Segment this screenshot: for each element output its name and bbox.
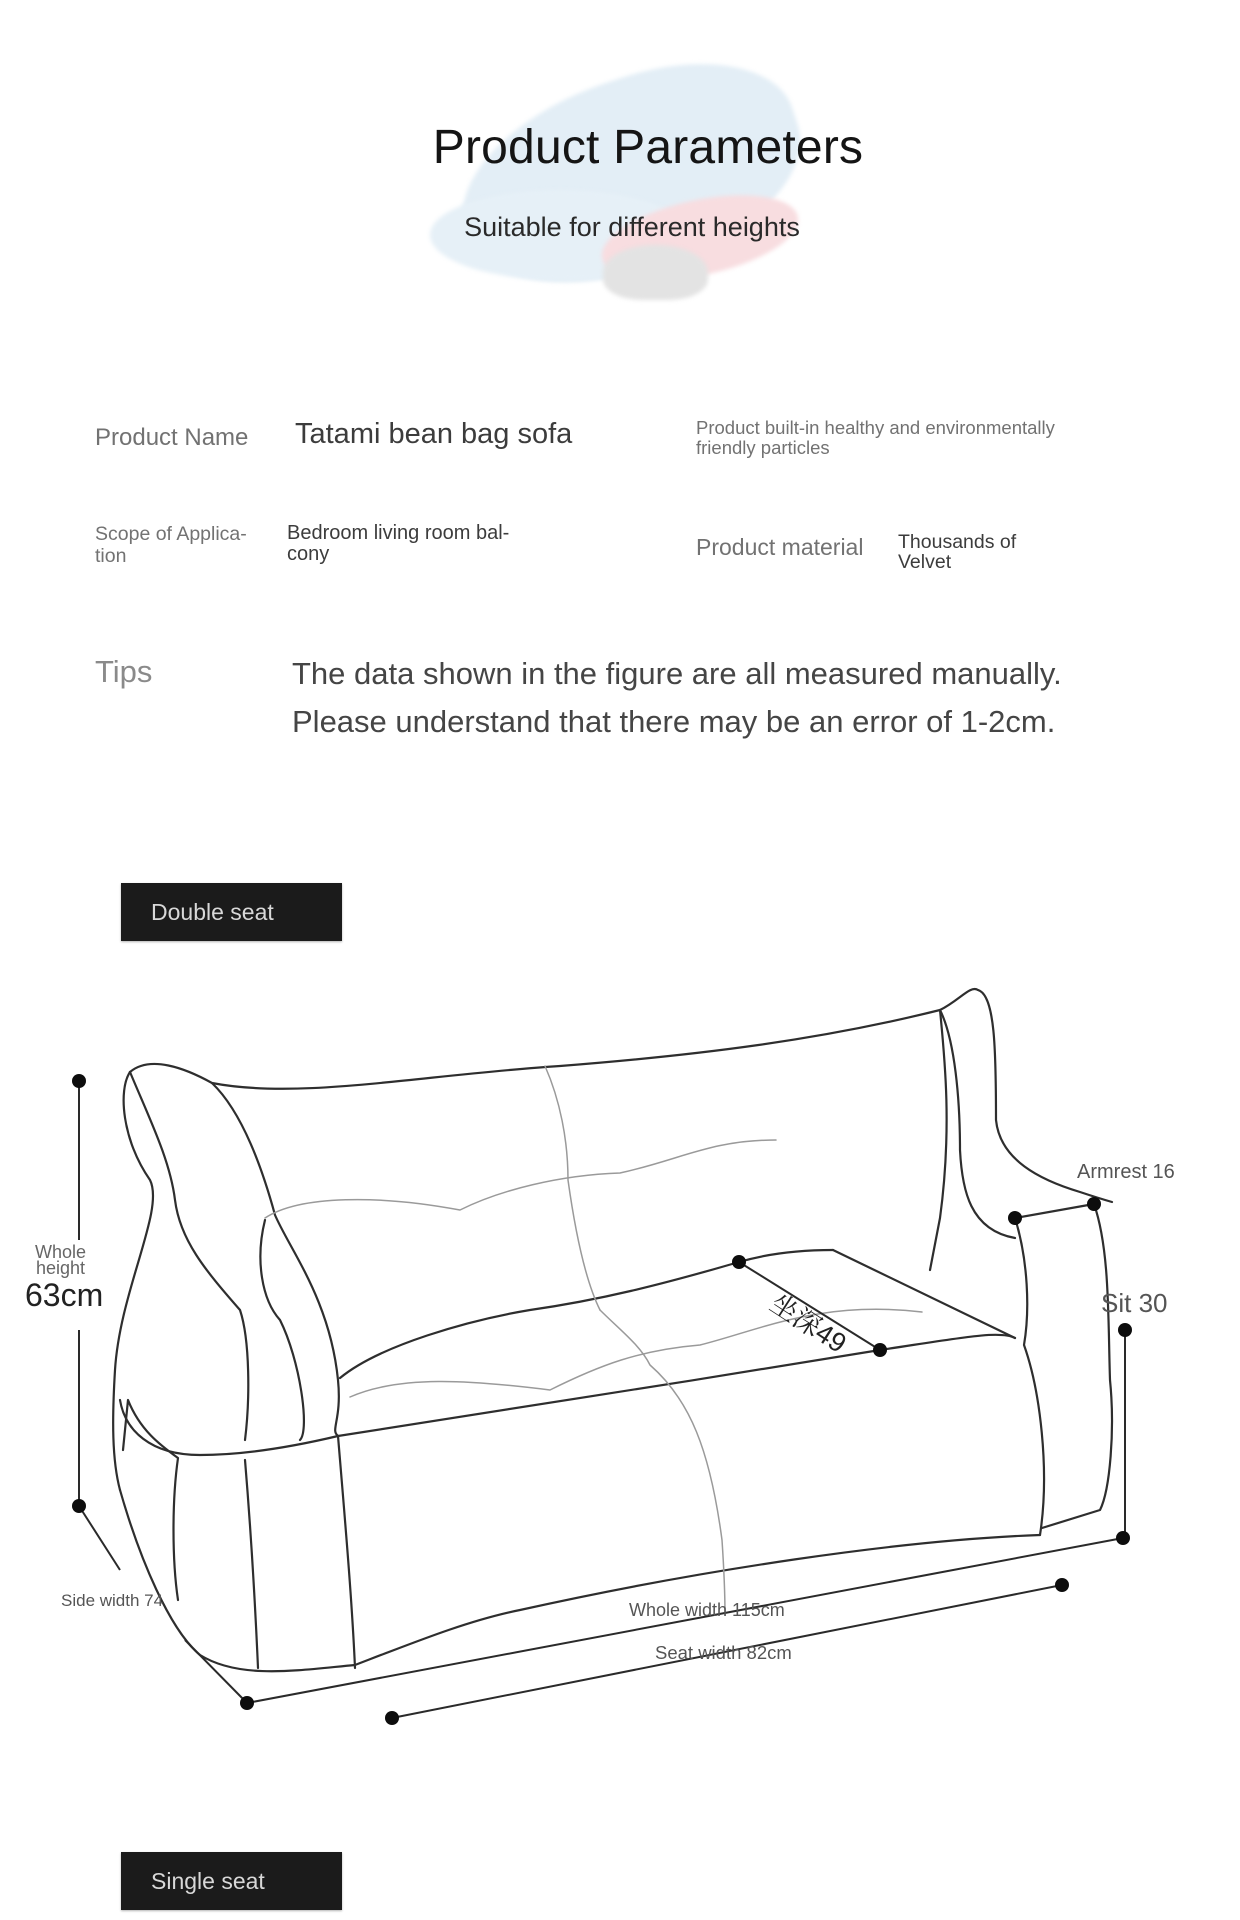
sofa-left-arm-inner-line bbox=[130, 1072, 248, 1440]
side-width-label: Side width 74 bbox=[61, 1591, 164, 1610]
sofa-left-arm-outer bbox=[113, 1072, 153, 1490]
product-name-label: Product Name bbox=[95, 424, 249, 451]
whole-height-dot-bottom bbox=[72, 1499, 86, 1513]
whole-height-dot-top bbox=[72, 1074, 86, 1088]
sofa-front-mid-line bbox=[338, 1436, 355, 1668]
sofa-right-back-inner bbox=[940, 1010, 1015, 1238]
whole-height-label-line2: height bbox=[35, 1258, 86, 1278]
sofa-side-pocket bbox=[123, 1400, 178, 1600]
seat-depth-label: 坐深49 bbox=[764, 1287, 852, 1359]
whole-height-value: 63cm bbox=[25, 1277, 104, 1313]
material-value-line1: Thousands of bbox=[898, 531, 1017, 553]
sofa-seat-vertical-seam bbox=[600, 1310, 725, 1615]
sofa-right-back-seam bbox=[930, 1010, 947, 1270]
whole-width-dot-right bbox=[1116, 1531, 1130, 1545]
page-title: Product Parameters bbox=[432, 121, 864, 174]
sofa-right-arm-front-right bbox=[1042, 1204, 1112, 1528]
particles-note: Product built-in healthy and environmentally friendly particles bbox=[696, 417, 1055, 458]
sofa-back-top-edge bbox=[130, 989, 978, 1089]
sofa-back-vertical-seam bbox=[545, 1066, 600, 1310]
scope-label-line2: tion bbox=[95, 545, 127, 567]
side-width-dim-line-upper bbox=[79, 1506, 120, 1570]
double-seat-tag: Double seat bbox=[121, 883, 342, 941]
armrest-dot-left bbox=[1008, 1211, 1022, 1225]
whole-width-label: Whole width 115cm bbox=[629, 1600, 785, 1620]
whole-height-label bbox=[33, 1244, 88, 1276]
sit-height-dot-top bbox=[1118, 1323, 1132, 1337]
sit-height-label: Sit 30 bbox=[1101, 1288, 1168, 1318]
seat-width-label: Seat width 82cm bbox=[655, 1642, 792, 1663]
armrest-dot-right bbox=[1087, 1197, 1101, 1211]
tips-line-1: The data shown in the figure are all measured manually. bbox=[292, 656, 1062, 691]
corner-dot bbox=[240, 1696, 254, 1710]
sofa-front-left-line bbox=[245, 1460, 258, 1668]
scope-label-line1: Scope of Applica- bbox=[95, 523, 247, 545]
page-subtitle: Suitable for different heights bbox=[464, 212, 800, 242]
armrest-label: Armrest 16 bbox=[1077, 1161, 1175, 1183]
sofa-left-cushion-edge bbox=[260, 1220, 304, 1440]
product-name-value: Tatami bean bag sofa bbox=[295, 418, 573, 450]
seat-depth-dot-front bbox=[873, 1343, 887, 1357]
sofa-seat-right-edge bbox=[833, 1250, 1015, 1338]
material-value-line2: Velvet bbox=[898, 551, 952, 573]
tips-line-2: Please understand that there may be an error of 1-2cm. bbox=[292, 704, 1056, 739]
sofa-seat-back-edge bbox=[340, 1250, 833, 1378]
tips-label: Tips bbox=[95, 654, 153, 689]
sofa-left-front-curve bbox=[120, 1400, 338, 1455]
whole-height-label-line1: Whole bbox=[34, 1242, 87, 1262]
scope-value-line2: cony bbox=[287, 543, 330, 565]
sofa-right-arm-front-left bbox=[1015, 1218, 1044, 1535]
seat-depth-dot-back bbox=[732, 1255, 746, 1269]
material-label: Product material bbox=[696, 534, 864, 560]
sofa-back-cushion-seam-upper bbox=[265, 1140, 776, 1218]
seat-width-dot-left bbox=[385, 1711, 399, 1725]
seat-width-dot-right bbox=[1055, 1578, 1069, 1592]
sofa-left-back-side bbox=[212, 1083, 339, 1436]
scope-value-line1: Bedroom living room bal- bbox=[287, 522, 510, 544]
sofa-seat-front-edge bbox=[338, 1335, 1015, 1436]
single-seat-tag: Single seat bbox=[121, 1852, 342, 1910]
sofa-armrest-top bbox=[1015, 1204, 1094, 1218]
side-width-dim-line-lower bbox=[185, 1640, 247, 1703]
